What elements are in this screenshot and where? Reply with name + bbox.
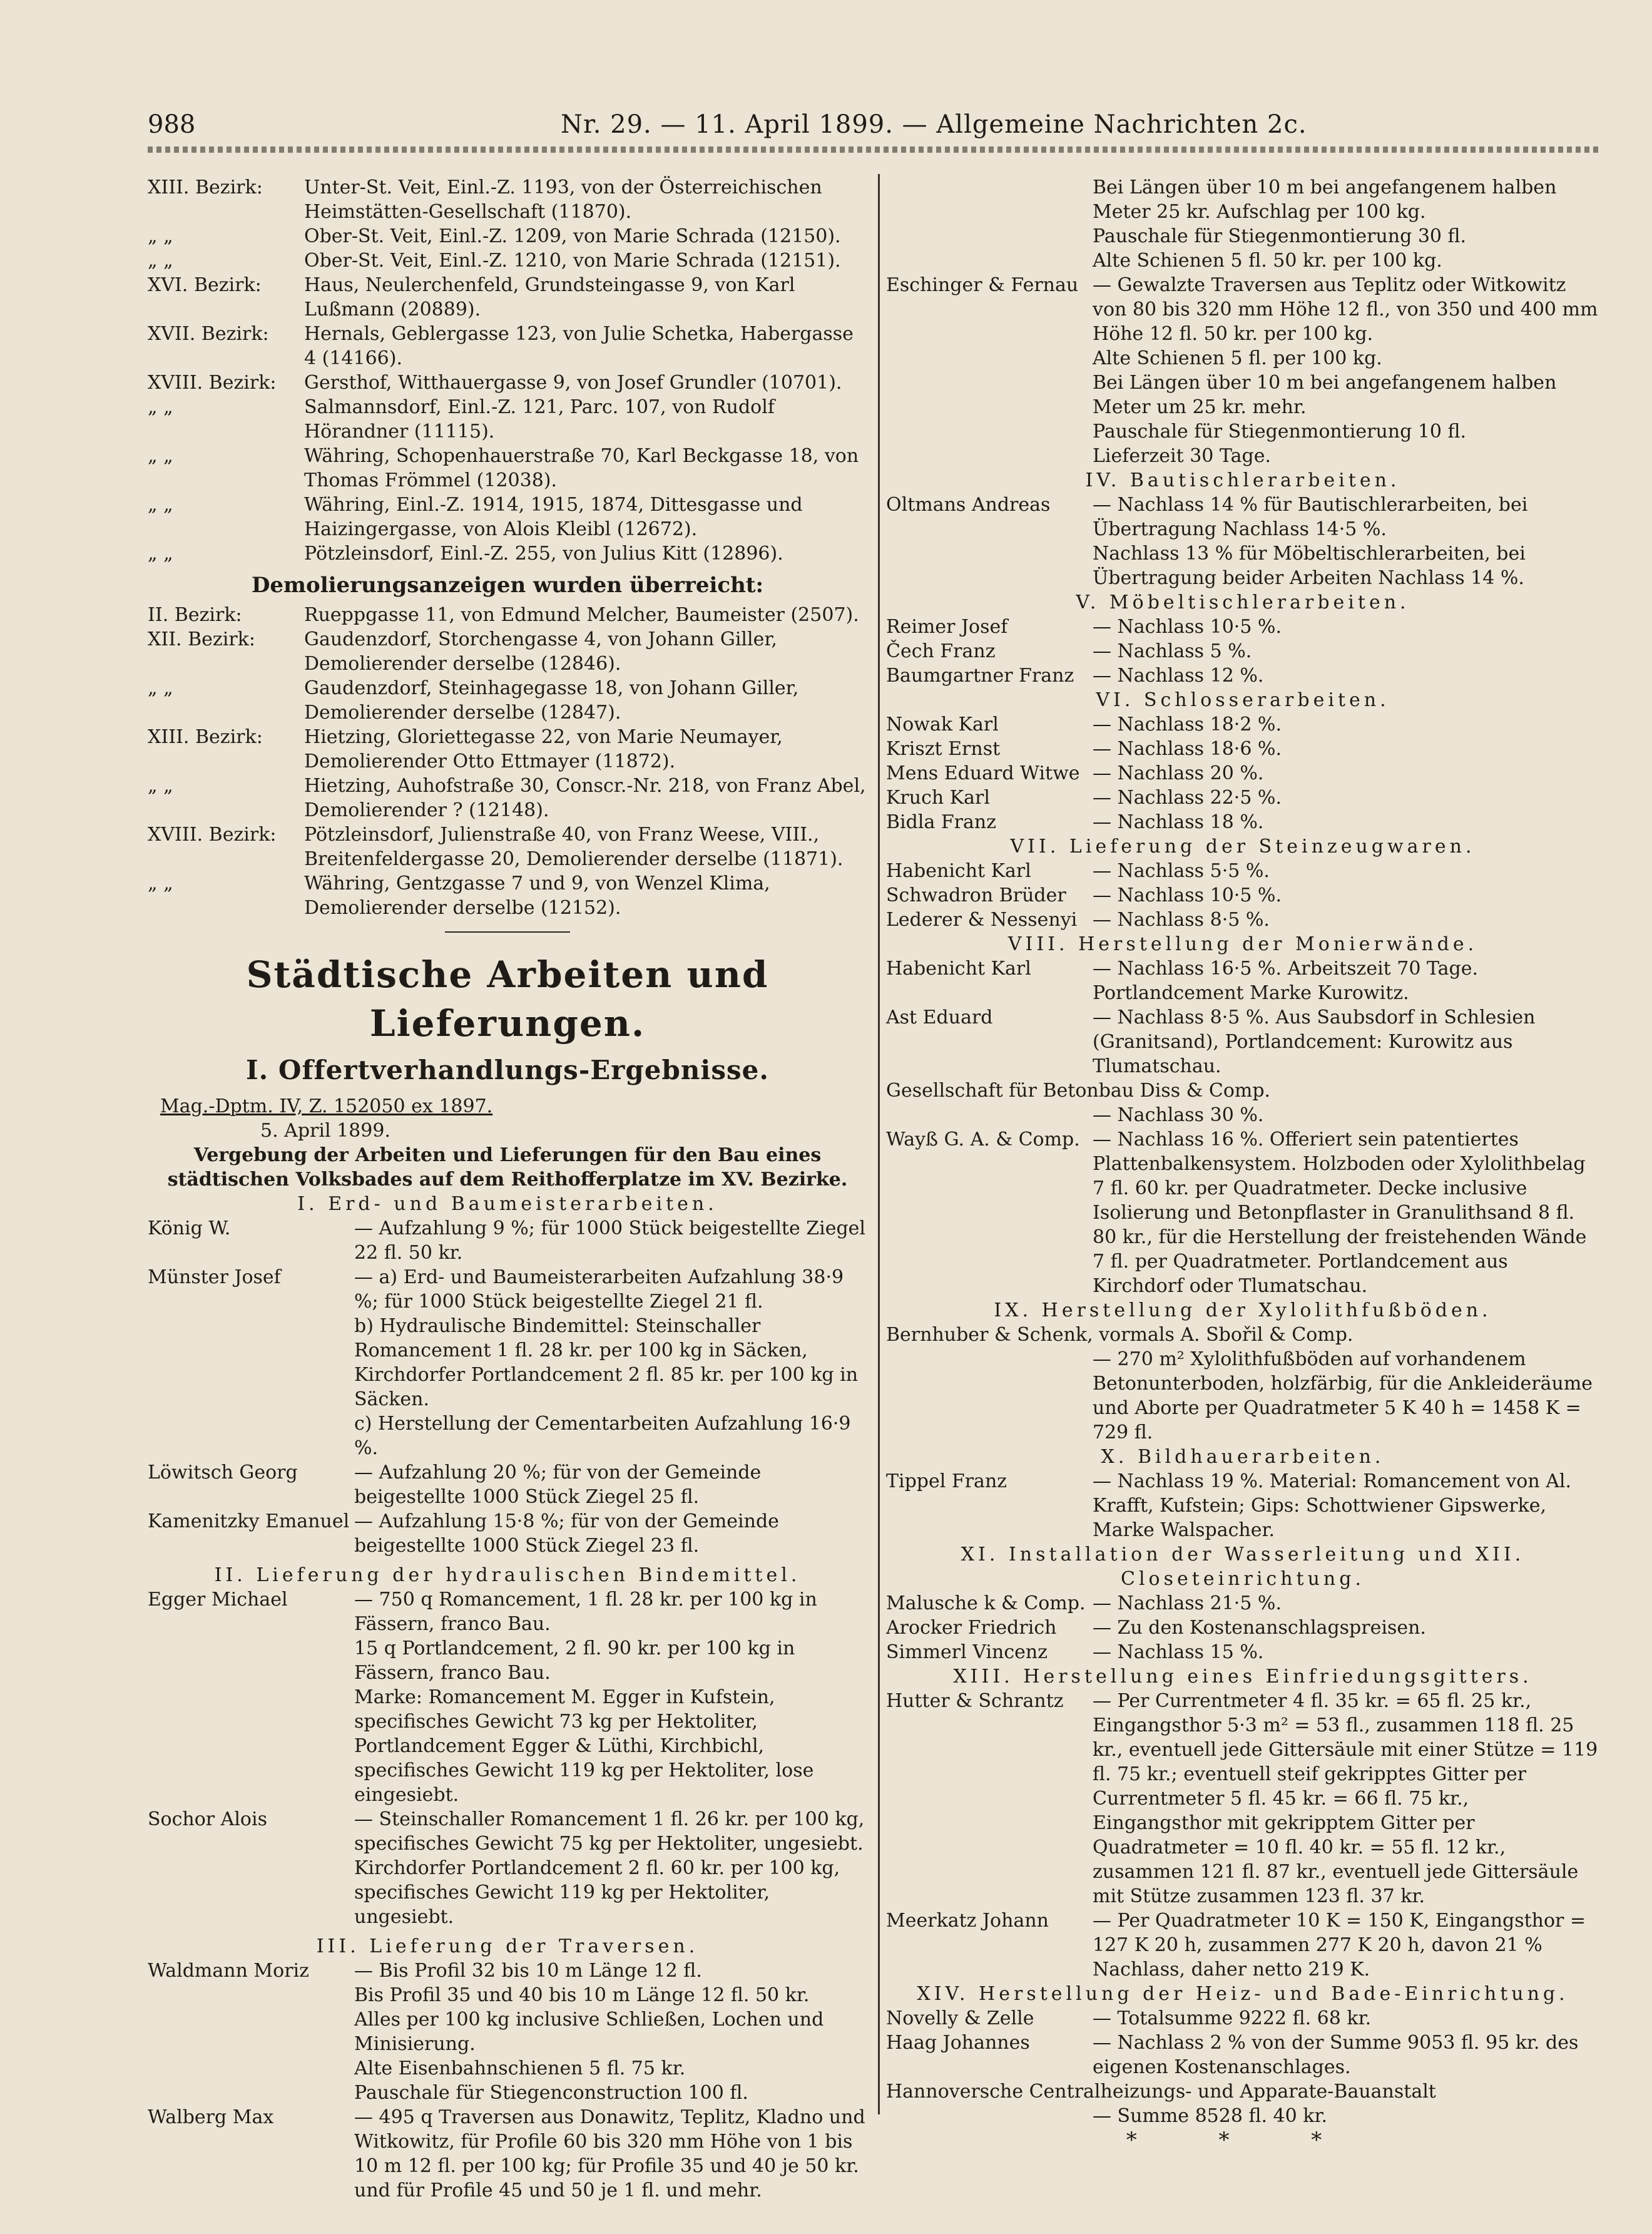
- entry-text: Pötzleinsdorf, Julienstraße 40, von Franz Weese, VIII., Breitenfeldergasse 20, Demolierender derselbe (11871).: [304, 824, 844, 870]
- list-item: [148, 1314, 867, 1412]
- list-item: [886, 371, 1599, 419]
- list-item: [148, 395, 867, 444]
- vergebung-heading: Vergebung der Arbeiten und Lieferungen für den Bau eines städtischen Volksbades auf dem Reithofferplatze im XV. Bezirke.: [167, 1144, 848, 1191]
- list-item: [148, 371, 867, 395]
- section-heading-8: VIII. Herstellung der Monierwände.: [1007, 933, 1478, 955]
- list-item: [886, 493, 1599, 541]
- list-item: [148, 1856, 867, 1929]
- entry-text: — Nachlass 14 % für Bautischlerarbeiten, bei Übertragung Nachlass 14·5 %.: [1093, 494, 1528, 540]
- list-item: [148, 1265, 867, 1314]
- entry-label: Baumgartner Franz: [886, 665, 1074, 687]
- list-item: [148, 444, 867, 493]
- section-1-rows: [148, 1216, 867, 1558]
- list-item: [886, 1127, 1599, 1298]
- section-heading-14: XIV. Herstellung der Heiz- und Bade-Einrichtung.: [917, 1983, 1569, 2005]
- list-item: [886, 664, 1599, 688]
- entry-label: XIII. Bezirk:: [148, 177, 263, 198]
- list-item: [148, 1983, 867, 2007]
- entry-text: — Per Currentmeter 4 fl. 35 kr. = 65 fl. 25 kr., Eingangsthor 5·3 m² = 53 fl., zusammen 118 fl. 25 kr., eventuell jede Gittersäule mit einer Stütze = 119 fl. 75 kr.; eventuell steif gekripptes Gitter per Currentmeter 5 fl. 45 kr. = 66 fl. 75 kr., Eingangsthor mit gekripptem Gitter per Quadratmeter = 10 fl. 40 kr. = 55 fl. 12 kr., zusammen 121 fl. 87 kr., eventuell jede Gittersäule mit Stütze zusammen 123 fl. 37 kr.: [1093, 1690, 1598, 1907]
- entry-label: Waldmann Moriz: [148, 1960, 309, 1982]
- entry-text: Pauschale für Stiegenmontierung 30 fl.: [1093, 225, 1467, 247]
- entry-text: — Nachlass 18 %.: [1093, 811, 1264, 833]
- entry-text: — Nachlass 18·2 %.: [1093, 714, 1282, 735]
- section-13-rows: [886, 1689, 1599, 1982]
- list-item: [886, 737, 1599, 761]
- list-item: [886, 224, 1599, 249]
- page-number: 988: [148, 110, 196, 139]
- list-item: [148, 2081, 867, 2105]
- list-item: [148, 493, 867, 541]
- entry-label: „ „: [148, 396, 173, 418]
- entry-text: Währing, Einl.-Z. 1914, 1915, 1874, Dittesgasse und Haizingergasse, von Alois Kleibl (12672).: [304, 494, 803, 540]
- entry-text: — Nachlass 16·5 %. Arbeitszeit 70 Tage. Portlandcement Marke Kurowitz.: [1093, 958, 1479, 1004]
- entry-label: Kruch Karl: [886, 787, 990, 809]
- list-item: [886, 1591, 1599, 1616]
- section-5-rows: [886, 615, 1599, 688]
- entry-text: Alte Eisenbahnschienen 5 fl. 75 kr.: [354, 2057, 686, 2079]
- section-heading-9: IX. Herstellung der Xylolithfußböden.: [994, 1299, 1492, 1321]
- entry-label: Löwitsch Georg: [148, 1462, 298, 1483]
- entry-label: Hutter & Schrantz: [886, 1690, 1064, 1712]
- list-item: [886, 1103, 1599, 1127]
- reference-number: Mag.-Dptm. IV, Z. 152050 ex 1897.: [160, 1095, 493, 1117]
- entry-text: Alles per 100 kg inclusive Schließen, Lochen und Minisierung.: [354, 2009, 824, 2055]
- list-item: [886, 1323, 1599, 1347]
- entry-text: — Nachlass 5 %.: [1093, 640, 1252, 662]
- list-item: [148, 1509, 867, 1558]
- list-item: [886, 639, 1599, 664]
- entry-text: — Nachlass 8·5 %. Aus Saubsdorf in Schlesien (Granitsand), Portlandcement: Kurowitz aus Tlumatschau.: [1093, 1007, 1536, 1077]
- list-item: [148, 603, 867, 627]
- list-item: [886, 1689, 1599, 1909]
- entry-label: XVIII. Bezirk:: [148, 372, 277, 394]
- entry-text: Pötzleinsdorf, Einl.-Z. 255, von Julius Kitt (12896).: [304, 543, 783, 565]
- entry-text: — Nachlass 16 %. Offeriert sein patentiertes Plattenbalkensystem. Holzboden oder Xylolithbelag 7 fl. 60 kr. per Quadratmeter. Decke inclusive Isolierung und Betonpflaster in Granulithsand 8 fl. 80 kr., für die Herstellung der freistehenden Wände 7 fl. per Quadratmeter. Portlandcement aus Kirchdorf oder Tlumatschau.: [1093, 1129, 1587, 1297]
- entry-label: Haag Johannes: [886, 2032, 1030, 2054]
- entry-text: — Nachlass 2 % von der Summe 9053 fl. 95 kr. des eigenen Kostenanschlages.: [1093, 2032, 1579, 2078]
- list-item: [886, 175, 1599, 224]
- section-heading-6: VI. Schlosserarbeiten.: [1096, 689, 1390, 711]
- list-item: [886, 712, 1599, 737]
- entry-text: — Nachlass 10·5 %.: [1093, 616, 1282, 638]
- entry-text: — Nachlass 18·6 %.: [1093, 738, 1282, 760]
- list-item: [886, 1640, 1599, 1664]
- list-item: [886, 1469, 1599, 1542]
- list-item: [148, 175, 867, 224]
- entry-label: „ „: [148, 543, 173, 565]
- section-divider: [445, 931, 570, 933]
- column-rule: [878, 174, 880, 2114]
- list-item: [148, 676, 867, 725]
- section-9-rows: [886, 1323, 1599, 1445]
- section-6-rows: [886, 712, 1599, 834]
- list-item: [886, 249, 1599, 273]
- entry-label: Lederer & Nessenyi: [886, 909, 1078, 931]
- entry-label: Schwadron Brüder: [886, 884, 1066, 906]
- entry-text: Alte Schienen 5 fl. 50 kr. per 100 kg.: [1093, 250, 1442, 272]
- entry-text: — Nachlass 30 %.: [1093, 1104, 1264, 1126]
- list-item: [886, 1079, 1599, 1103]
- entry-text: — Nachlass 20 %.: [1093, 762, 1264, 784]
- bezirke-list: [148, 175, 867, 566]
- entry-text: — Nachlass 12 %.: [1093, 665, 1264, 687]
- entry-text: c) Herstellung der Cementarbeiten Aufzahlung 16·9 %.: [354, 1413, 851, 1459]
- entry-label: Ast Eduard: [886, 1007, 993, 1028]
- entry-text: — Aufzahlung 20 %; für von der Gemeinde beigestellte 1000 Stück Ziegel 25 fl.: [354, 1462, 762, 1508]
- list-item: [886, 346, 1599, 371]
- list-item: [148, 1807, 867, 1856]
- entry-text: Währing, Gentzgasse 7 und 9, von Wenzel Klima, Demolierender derselbe (12152).: [304, 873, 770, 919]
- entry-label: Meerkatz Johann: [886, 1910, 1049, 1932]
- entry-text: Haus, Neulerchenfeld, Grundsteingasse 9, von Karl Lußmann (20889).: [304, 274, 795, 320]
- list-item: [886, 761, 1599, 786]
- entry-label: Nowak Karl: [886, 714, 999, 735]
- entry-text: Bei Längen über 10 m bei angefangenem halben Meter 25 kr. Aufschlag per 100 kg.: [1093, 177, 1557, 223]
- list-item: [148, 2056, 867, 2081]
- list-item: [886, 615, 1599, 639]
- entry-label: „ „: [148, 494, 173, 516]
- list-item: [886, 786, 1599, 810]
- entry-text: Salmannsdorf, Einl.-Z. 121, Parc. 107, von Rudolf Hörandner (11115).: [304, 396, 775, 443]
- entry-text: — Zu den Kostenanschlagspreisen.: [1093, 1617, 1426, 1639]
- list-item: [148, 249, 867, 273]
- entry-text: Unter-St. Veit, Einl.-Z. 1193, von der Österreichischen Heimstätten-Gesellschaft (11870).: [304, 177, 822, 223]
- entry-text: — Totalsumme 9222 fl. 68 kr.: [1093, 2007, 1372, 2029]
- entry-label: Habenicht Karl: [886, 958, 1031, 980]
- entry-text: — Nachlass 21·5 %.: [1093, 1592, 1282, 1614]
- list-item: [886, 444, 1599, 468]
- entry-label: Novelly & Zelle: [886, 2007, 1034, 2029]
- entry-label: XVII. Bezirk:: [148, 323, 269, 345]
- entry-text: — Aufzahlung 15·8 %; für von der Gemeinde beigestellte 1000 Stück Ziegel 23 fl.: [354, 1510, 779, 1557]
- list-item: [886, 908, 1599, 932]
- entry-text: — Nachlass 22·5 %.: [1093, 787, 1282, 809]
- entry-label: Hannoversche Centralheizungs- und Apparate-Bauanstalt: [886, 2081, 1436, 2103]
- entry-label: „ „: [148, 873, 173, 894]
- entry-label: Kamenitzky Emanuel: [148, 1510, 350, 1532]
- list-item: [886, 956, 1599, 1005]
- entry-text: Kirchdorfer Portlandcement 2 fl. 60 kr. per 100 kg, specifisches Gewicht 119 kg per Hektoliter, ungesiebt.: [354, 1857, 840, 1928]
- entry-text: — Nachlass 10·5 %.: [1093, 884, 1282, 906]
- entry-label: Malusche k & Comp.: [886, 1592, 1086, 1614]
- entry-text: Gaudenzdorf, Steinhagegasse 18, von Johann Giller, Demolierender derselbe (12847).: [304, 677, 799, 724]
- entry-label: König W.: [148, 1217, 231, 1239]
- entry-text: Gaudenzdorf, Storchengasse 4, von Johann Giller, Demolierender derselbe (12846).: [304, 628, 777, 675]
- entry-text: Währing, Schopenhauerstraße 70, Karl Beckgasse 18, von Thomas Frömmel (12038).: [304, 445, 859, 491]
- entry-text: Pauschale für Stiegenconstruction 100 fl.: [354, 2082, 748, 2104]
- entry-text: 15 q Portlandcement, 2 fl. 90 kr. per 100 kg in Fässern, franco Bau.: [354, 1637, 795, 1684]
- running-title: Nr. 29. — 11. April 1899. — Allgemeine Nachrichten 2c.: [561, 110, 1307, 139]
- list-item: [886, 859, 1599, 883]
- entry-text: — Nachlass 15 %.: [1093, 1641, 1264, 1663]
- entry-label: „ „: [148, 250, 173, 272]
- section-heading-1: I. Erd- und Baumeisterarbeiten.: [297, 1193, 718, 1215]
- entry-label: Walberg Max: [148, 2106, 274, 2128]
- left-column: [148, 175, 867, 2203]
- entry-text: — Nachlass 19 %. Material: Romancement von Al. Krafft, Kufstein; Gips: Schottwiener Gipswerke, Marke Walspacher.: [1093, 1470, 1571, 1541]
- sub-title: I. Offertverhandlungs-Ergebnisse.: [246, 1055, 769, 1085]
- section-heading-5: V. Möbeltischlerarbeiten.: [1076, 592, 1410, 613]
- entry-text: — Summe 8528 fl. 40 kr.: [1093, 2105, 1328, 2127]
- entry-text: — a) Erd- und Baumeisterarbeiten Aufzahlung 38·9 %; für 1000 Stück beigestellte Ziegel 21 fl.: [354, 1266, 844, 1313]
- section-heading-13: XIII. Herstellung eines Einfriedungsgitters.: [953, 1666, 1532, 1688]
- entry-text: Ober-St. Veit, Einl.-Z. 1210, von Marie Schrada (12151).: [304, 250, 841, 272]
- entry-text: Gersthof, Witthauergasse 9, von Josef Grundler (10701).: [304, 372, 842, 394]
- list-item: [148, 322, 867, 371]
- list-item: [148, 1216, 867, 1265]
- entry-label: II. Bezirk:: [148, 604, 242, 626]
- list-item: [148, 1636, 867, 1685]
- entry-text: Marke: Romancement M. Egger in Kufstein, specifisches Gewicht 73 kg per Hektoliter, Portlandcement Egger & Lüthi, Kirchbichl, specifisches Gewicht 119 kg per Hektoliter, lose eingesiebt.: [354, 1686, 814, 1806]
- entry-text: Rueppgasse 11, von Edmund Melcher, Baumeister (2507).: [304, 604, 859, 626]
- entry-text: — Aufzahlung 9 %; für 1000 Stück beigestellte Ziegel 22 fl. 50 kr.: [354, 1217, 866, 1264]
- entry-label: Čech Franz: [886, 640, 996, 662]
- entry-text: Pauschale für Stiegenmontierung 10 fl.: [1093, 421, 1467, 443]
- entry-text: Hernals, Geblergasse 123, von Julie Schetka, Habergasse 4 (14166).: [304, 323, 854, 369]
- entry-label: Reimer Josef: [886, 616, 1008, 638]
- list-item: [886, 2104, 1599, 2128]
- entry-label: „ „: [148, 775, 173, 797]
- section-8-rows: [886, 956, 1599, 1298]
- entry-label: Tippel Franz: [886, 1470, 1007, 1492]
- entry-label: XIII. Bezirk:: [148, 726, 263, 748]
- list-item: [886, 810, 1599, 834]
- list-item: [148, 2007, 867, 2056]
- entry-text: — 270 m² Xylolithfußböden auf vorhandenem Betonunterboden, holzfärbig, für die Ankleideräume und Aborte per Quadratmeter 5 K 40 h = 1458 K = 729 fl.: [1093, 1348, 1593, 1443]
- entry-text: Ober-St. Veit, Einl.-Z. 1209, von Marie Schrada (12150).: [304, 225, 841, 247]
- section-heading-3: III. Lieferung der Traversen.: [316, 1935, 699, 1957]
- list-item: [148, 224, 867, 249]
- entry-label: Egger Michael: [148, 1589, 288, 1611]
- list-item: [148, 2105, 867, 2203]
- list-item: [148, 273, 867, 322]
- list-item: [148, 1685, 867, 1807]
- entry-text: — 495 q Traversen aus Donawitz, Teplitz, Kladno und Witkowitz, für Profile 60 bis 320 mm Höhe von 1 bis 10 m 12 fl. per 100 kg; für Profile 35 und 40 je 50 kr. und für Profile 45 und 50 je 1 fl. und mehr.: [354, 2106, 865, 2201]
- list-item: [886, 419, 1599, 444]
- entry-text: — Nachlass 8·5 %.: [1093, 909, 1270, 931]
- entry-label: Münster Josef: [148, 1266, 281, 1288]
- list-item: [148, 1959, 867, 1983]
- list-item: [886, 2031, 1599, 2079]
- entry-text: Lieferzeit 30 Tage.: [1093, 445, 1271, 467]
- list-item: [886, 1005, 1599, 1079]
- entry-label: Sochor Alois: [148, 1808, 267, 1830]
- list-item: [148, 1460, 867, 1509]
- entry-label: Arocker Friedrich: [886, 1617, 1057, 1639]
- list-item: [148, 1412, 867, 1460]
- section-3-rows: [148, 1959, 867, 2203]
- list-item: [148, 627, 867, 676]
- entry-text: Hietzing, Gloriettegasse 22, von Marie Neumayer, Demolierender Otto Ettmayer (11872).: [304, 726, 783, 772]
- list-item: [886, 1909, 1599, 1982]
- list-item: [148, 871, 867, 920]
- entry-label: Habenicht Karl: [886, 860, 1031, 882]
- list-item: [148, 774, 867, 822]
- list-item: [148, 725, 867, 774]
- list-item: [886, 541, 1599, 590]
- entry-text: b) Hydraulische Bindemittel: Steinschaller Romancement 1 fl. 28 kr. per 100 kg in Säcken, Kirchdorfer Portlandcement 2 fl. 85 kr. per 100 kg in Säcken.: [354, 1315, 859, 1410]
- section-heading-7: VII. Lieferung der Steinzeugwaren.: [1010, 836, 1476, 858]
- entry-text: — Nachlass 5·5 %.: [1093, 860, 1270, 882]
- entry-text: Bei Längen über 10 m bei angefangenem halben Meter um 25 kr. mehr.: [1093, 372, 1557, 418]
- entry-label: Wayß G. A. & Comp.: [886, 1129, 1080, 1150]
- section-2-rows: [148, 1587, 867, 1929]
- section-4-rows: [886, 493, 1599, 590]
- entry-label: XVI. Bezirk:: [148, 274, 262, 296]
- list-item: [148, 822, 867, 871]
- entry-text: — Gewalzte Traversen aus Teplitz oder Witkowitz von 80 bis 320 mm Höhe 12 fl., von 350 und 400 mm Höhe 12 fl. 50 kr. per 100 kg.: [1093, 274, 1598, 345]
- header-rule: [148, 146, 1599, 153]
- section-7-rows: [886, 859, 1599, 932]
- entry-text: — Per Quadratmeter 10 K = 150 K, Eingangsthor = 127 K 20 h, zusammen 277 K 20 h, davon 21 % Nachlass, daher netto 219 K.: [1093, 1910, 1586, 1980]
- list-item: [886, 1616, 1599, 1640]
- section-heading-4: IV. Bautischlerarbeiten.: [1085, 469, 1400, 491]
- section-heading-2: II. Lieferung der hydraulischen Bindemittel.: [214, 1564, 801, 1586]
- entry-label: Kriszt Ernst: [886, 738, 1001, 760]
- entry-text: — Steinschaller Romancement 1 fl. 26 kr. per 100 kg, specifisches Gewicht 75 kg per Hektoliter, ungesiebt.: [354, 1808, 865, 1855]
- section-14-rows: [886, 2006, 1599, 2128]
- entry-label: Bidla Franz: [886, 811, 997, 833]
- section-heading-11: XI. Installation der Wasserleitung und XII. Closeteinrichtung.: [961, 1544, 1525, 1590]
- entry-label: Simmerl Vincenz: [886, 1641, 1048, 1663]
- entry-text: Hietzing, Auhofstraße 30, Conscr.-Nr. 218, von Franz Abel, Demolierender ? (12148).: [304, 775, 866, 821]
- entry-label: XII. Bezirk:: [148, 628, 255, 650]
- section-10-rows: [886, 1469, 1599, 1542]
- entry-label: XVIII. Bezirk:: [148, 824, 277, 846]
- entry-label: Mens Eduard Witwe: [886, 762, 1080, 784]
- entry-label: „ „: [148, 677, 173, 699]
- date-line: 5. April 1899.: [260, 1120, 390, 1142]
- section-11-rows: [886, 1591, 1599, 1664]
- entry-label: Eschinger & Fernau: [886, 274, 1079, 296]
- entry-text: — 750 q Romancement, 1 fl. 28 kr. per 100 kg in Fässern, franco Bau.: [354, 1589, 817, 1635]
- list-item: [148, 541, 867, 566]
- entry-label: Bernhuber & Schenk, vormals A. Sbořil & Comp.: [886, 1324, 1354, 1346]
- list-item: [886, 883, 1599, 908]
- entry-label: „ „: [148, 445, 173, 467]
- main-title: Städtische Arbeiten und Lieferungen.: [246, 953, 769, 1045]
- list-item: [886, 2079, 1599, 2104]
- entry-text: Nachlass 13 % für Möbeltischlerarbeiten, bei Übertragung beider Arbeiten Nachlass 14 %.: [1093, 543, 1526, 589]
- traversen-continued-rows: [886, 175, 1599, 468]
- demolierung-heading: Demolierungsanzeigen wurden überreicht:: [251, 573, 764, 598]
- entry-text: Bis Profil 35 und 40 bis 10 m Länge 12 fl. 50 kr.: [354, 1984, 810, 2006]
- entry-label: Oltmans Andreas: [886, 494, 1051, 516]
- list-item: [886, 2006, 1599, 2031]
- closing-stars: * * *: [1126, 2128, 1360, 2153]
- demolierung-list: [148, 603, 867, 920]
- right-column: [886, 175, 1599, 2153]
- list-item: [886, 1347, 1599, 1445]
- entry-label: Gesellschaft für Betonbau Diss & Comp.: [886, 1080, 1271, 1102]
- section-heading-10: X. Bildhauerarbeiten.: [1101, 1446, 1385, 1468]
- entry-label: „ „: [148, 225, 173, 247]
- list-item: [886, 273, 1599, 346]
- entry-text: Alte Schienen 5 fl. per 100 kg.: [1093, 347, 1382, 369]
- page-header: [148, 106, 1599, 144]
- entry-text: — Bis Profil 32 bis 10 m Länge 12 fl.: [354, 1960, 702, 1982]
- list-item: [148, 1587, 867, 1636]
